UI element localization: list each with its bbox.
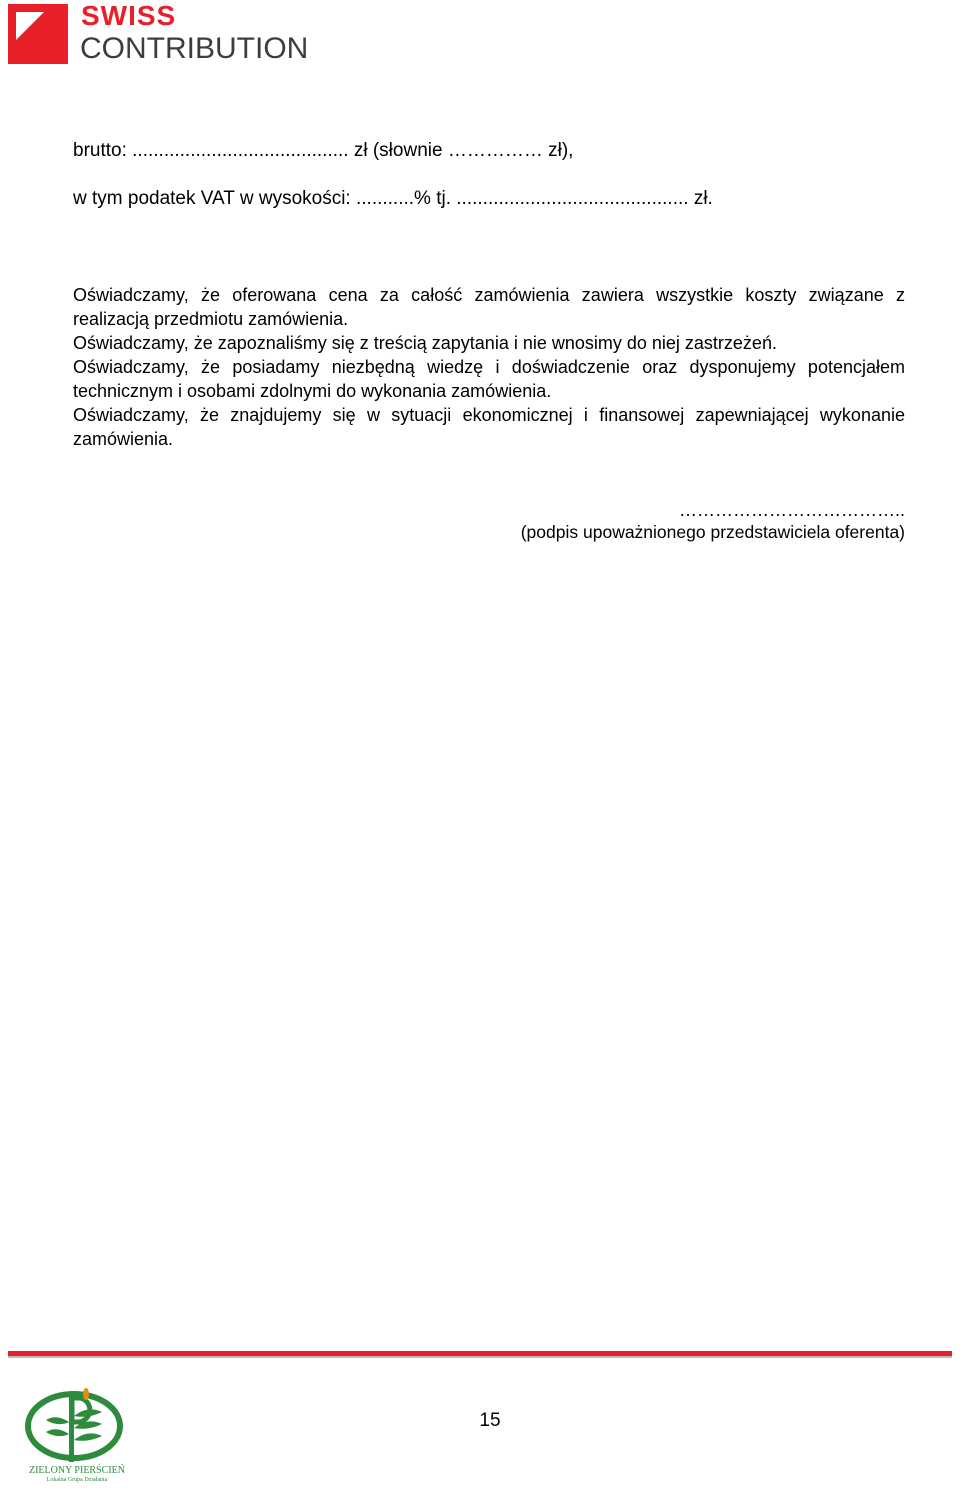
page-number: 15 xyxy=(479,1410,501,1431)
signature-label: (podpis upoważnionego przedstawiciela oferenta) xyxy=(520,522,905,542)
declaration-inquiry: Oświadczamy, że zapoznaliśmy się z treścią zapytania i nie wnosimy do niej zastrzeżeń. xyxy=(73,333,777,353)
declaration-financial: Oświadczamy, że znajdujemy się w sytuacji ekonomicznej i finansowej zapewniającej wykonanie zamówienia. xyxy=(73,405,905,449)
swiss-contribution-logo xyxy=(8,2,308,68)
footer-logo-subtitle: Lokalna Grupa Działania xyxy=(46,1477,108,1483)
declaration-price: Oświadczamy, że oferowana cena za całość zamówienia zawiera wszystkie koszty związane z realizacją przedmiotu zamówienia. xyxy=(73,285,905,329)
zielony-pierscien-logo-icon xyxy=(22,1386,132,1466)
footer-divider-shadow xyxy=(8,1356,952,1358)
signature-line: ……………………………….. xyxy=(678,500,905,520)
logo-text-contribution: CONTRIBUTION xyxy=(80,32,309,65)
swiss-contribution-flag-icon xyxy=(8,4,68,64)
vat-line: w tym podatek VAT w wysokości: ...........% tj. ............................................ zł. xyxy=(73,188,713,209)
zielony-pierscien-logo xyxy=(22,1386,132,1486)
footer-logo-name: ZIELONY PIERŚCIEŃ xyxy=(28,1465,125,1476)
logo-text-swiss: SWISS xyxy=(81,0,177,31)
declaration-knowledge: Oświadczamy, że posiadamy niezbędną wiedzę i doświadczenie oraz dysponujemy potencjałem technicznym i osobami zdolnymi do wykonania zamówienia. xyxy=(73,357,905,401)
brutto-line: brutto: ......................................... zł (słownie …………… zł), xyxy=(73,140,574,161)
